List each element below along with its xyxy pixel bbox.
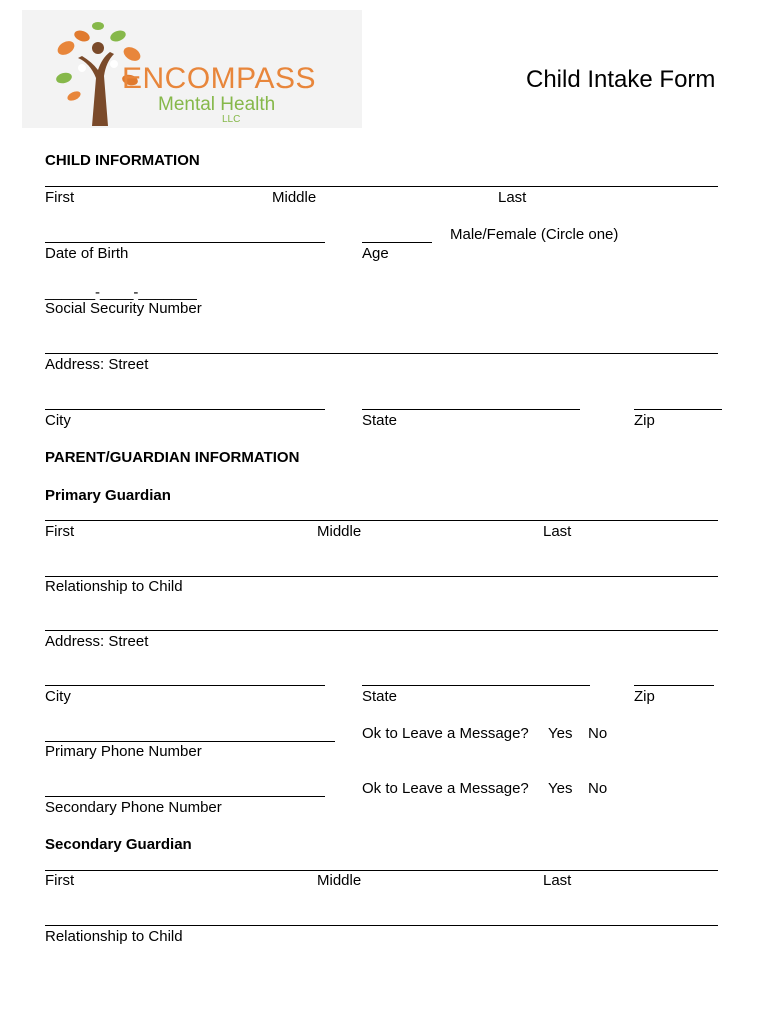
- primary-last-label: Last: [543, 523, 572, 540]
- logo-sub-text: Mental Health: [158, 94, 276, 115]
- primary-zip-label: Zip: [634, 688, 655, 705]
- child-last-label: Last: [498, 189, 527, 206]
- logo: [22, 10, 362, 128]
- child-address-line[interactable]: [45, 353, 718, 354]
- secondary-phone-label: Secondary Phone Number: [45, 799, 222, 816]
- primary-state-line[interactable]: [362, 685, 590, 686]
- primary-phone-line[interactable]: [45, 741, 335, 742]
- primary-relationship-line[interactable]: [45, 576, 718, 577]
- secondary-guardian-heading: Secondary Guardian: [45, 836, 192, 853]
- child-state-line[interactable]: [362, 409, 580, 410]
- primary-first-label: First: [45, 523, 75, 540]
- secondary-phone-message-yes[interactable]: Yes: [548, 780, 573, 797]
- primary-city-line[interactable]: [45, 685, 325, 686]
- child-zip-line[interactable]: [634, 409, 722, 410]
- primary-zip-line[interactable]: [634, 685, 714, 686]
- primary-guardian-heading: Primary Guardian: [45, 487, 171, 504]
- primary-address-line[interactable]: [45, 630, 718, 631]
- primary-address-label: Address: Street: [45, 633, 149, 650]
- secondary-last-label: Last: [543, 872, 572, 889]
- child-address-label: Address: Street: [45, 356, 149, 373]
- child-first-label: First: [45, 189, 75, 206]
- primary-phone-message-question: Ok to Leave a Message?: [362, 725, 529, 742]
- logo-llc-text: LLC: [222, 114, 241, 125]
- primary-relationship-label: Relationship to Child: [45, 578, 183, 595]
- ssn-label: Social Security Number: [45, 300, 202, 317]
- ssn-field[interactable]: ______-____-_______: [45, 284, 197, 301]
- dob-label: Date of Birth: [45, 245, 129, 262]
- primary-state-label: State: [362, 688, 398, 705]
- child-state-label: State: [362, 412, 398, 429]
- child-name-line[interactable]: [45, 186, 718, 187]
- primary-city-label: City: [45, 688, 71, 705]
- child-zip-label: Zip: [634, 412, 655, 429]
- child-city-line[interactable]: [45, 409, 325, 410]
- age-line[interactable]: [362, 242, 432, 243]
- age-label: Age: [362, 245, 389, 262]
- child-middle-label: Middle: [272, 189, 317, 206]
- dob-line[interactable]: [45, 242, 325, 243]
- parent-info-heading: PARENT/GUARDIAN INFORMATION: [45, 449, 300, 466]
- secondary-phone-message-no[interactable]: No: [588, 780, 608, 797]
- secondary-phone-message-question: Ok to Leave a Message?: [362, 780, 529, 797]
- secondary-relationship-line[interactable]: [45, 925, 718, 926]
- primary-middle-label: Middle: [317, 523, 362, 540]
- secondary-middle-label: Middle: [317, 872, 362, 889]
- logo-main-text: ENCOMPASS: [122, 62, 316, 95]
- child-city-label: City: [45, 412, 71, 429]
- child-info-heading: CHILD INFORMATION: [45, 152, 200, 169]
- secondary-relationship-label: Relationship to Child: [45, 928, 183, 945]
- gender-label[interactable]: Male/Female (Circle one): [450, 226, 619, 243]
- form-title: Child Intake Form: [526, 66, 716, 93]
- primary-phone-label: Primary Phone Number: [45, 743, 202, 760]
- primary-phone-message-no[interactable]: No: [588, 725, 608, 742]
- primary-phone-message-yes[interactable]: Yes: [548, 725, 573, 742]
- secondary-first-label: First: [45, 872, 75, 889]
- secondary-phone-line[interactable]: [45, 796, 325, 797]
- primary-name-line[interactable]: [45, 520, 718, 521]
- secondary-name-line[interactable]: [45, 870, 718, 871]
